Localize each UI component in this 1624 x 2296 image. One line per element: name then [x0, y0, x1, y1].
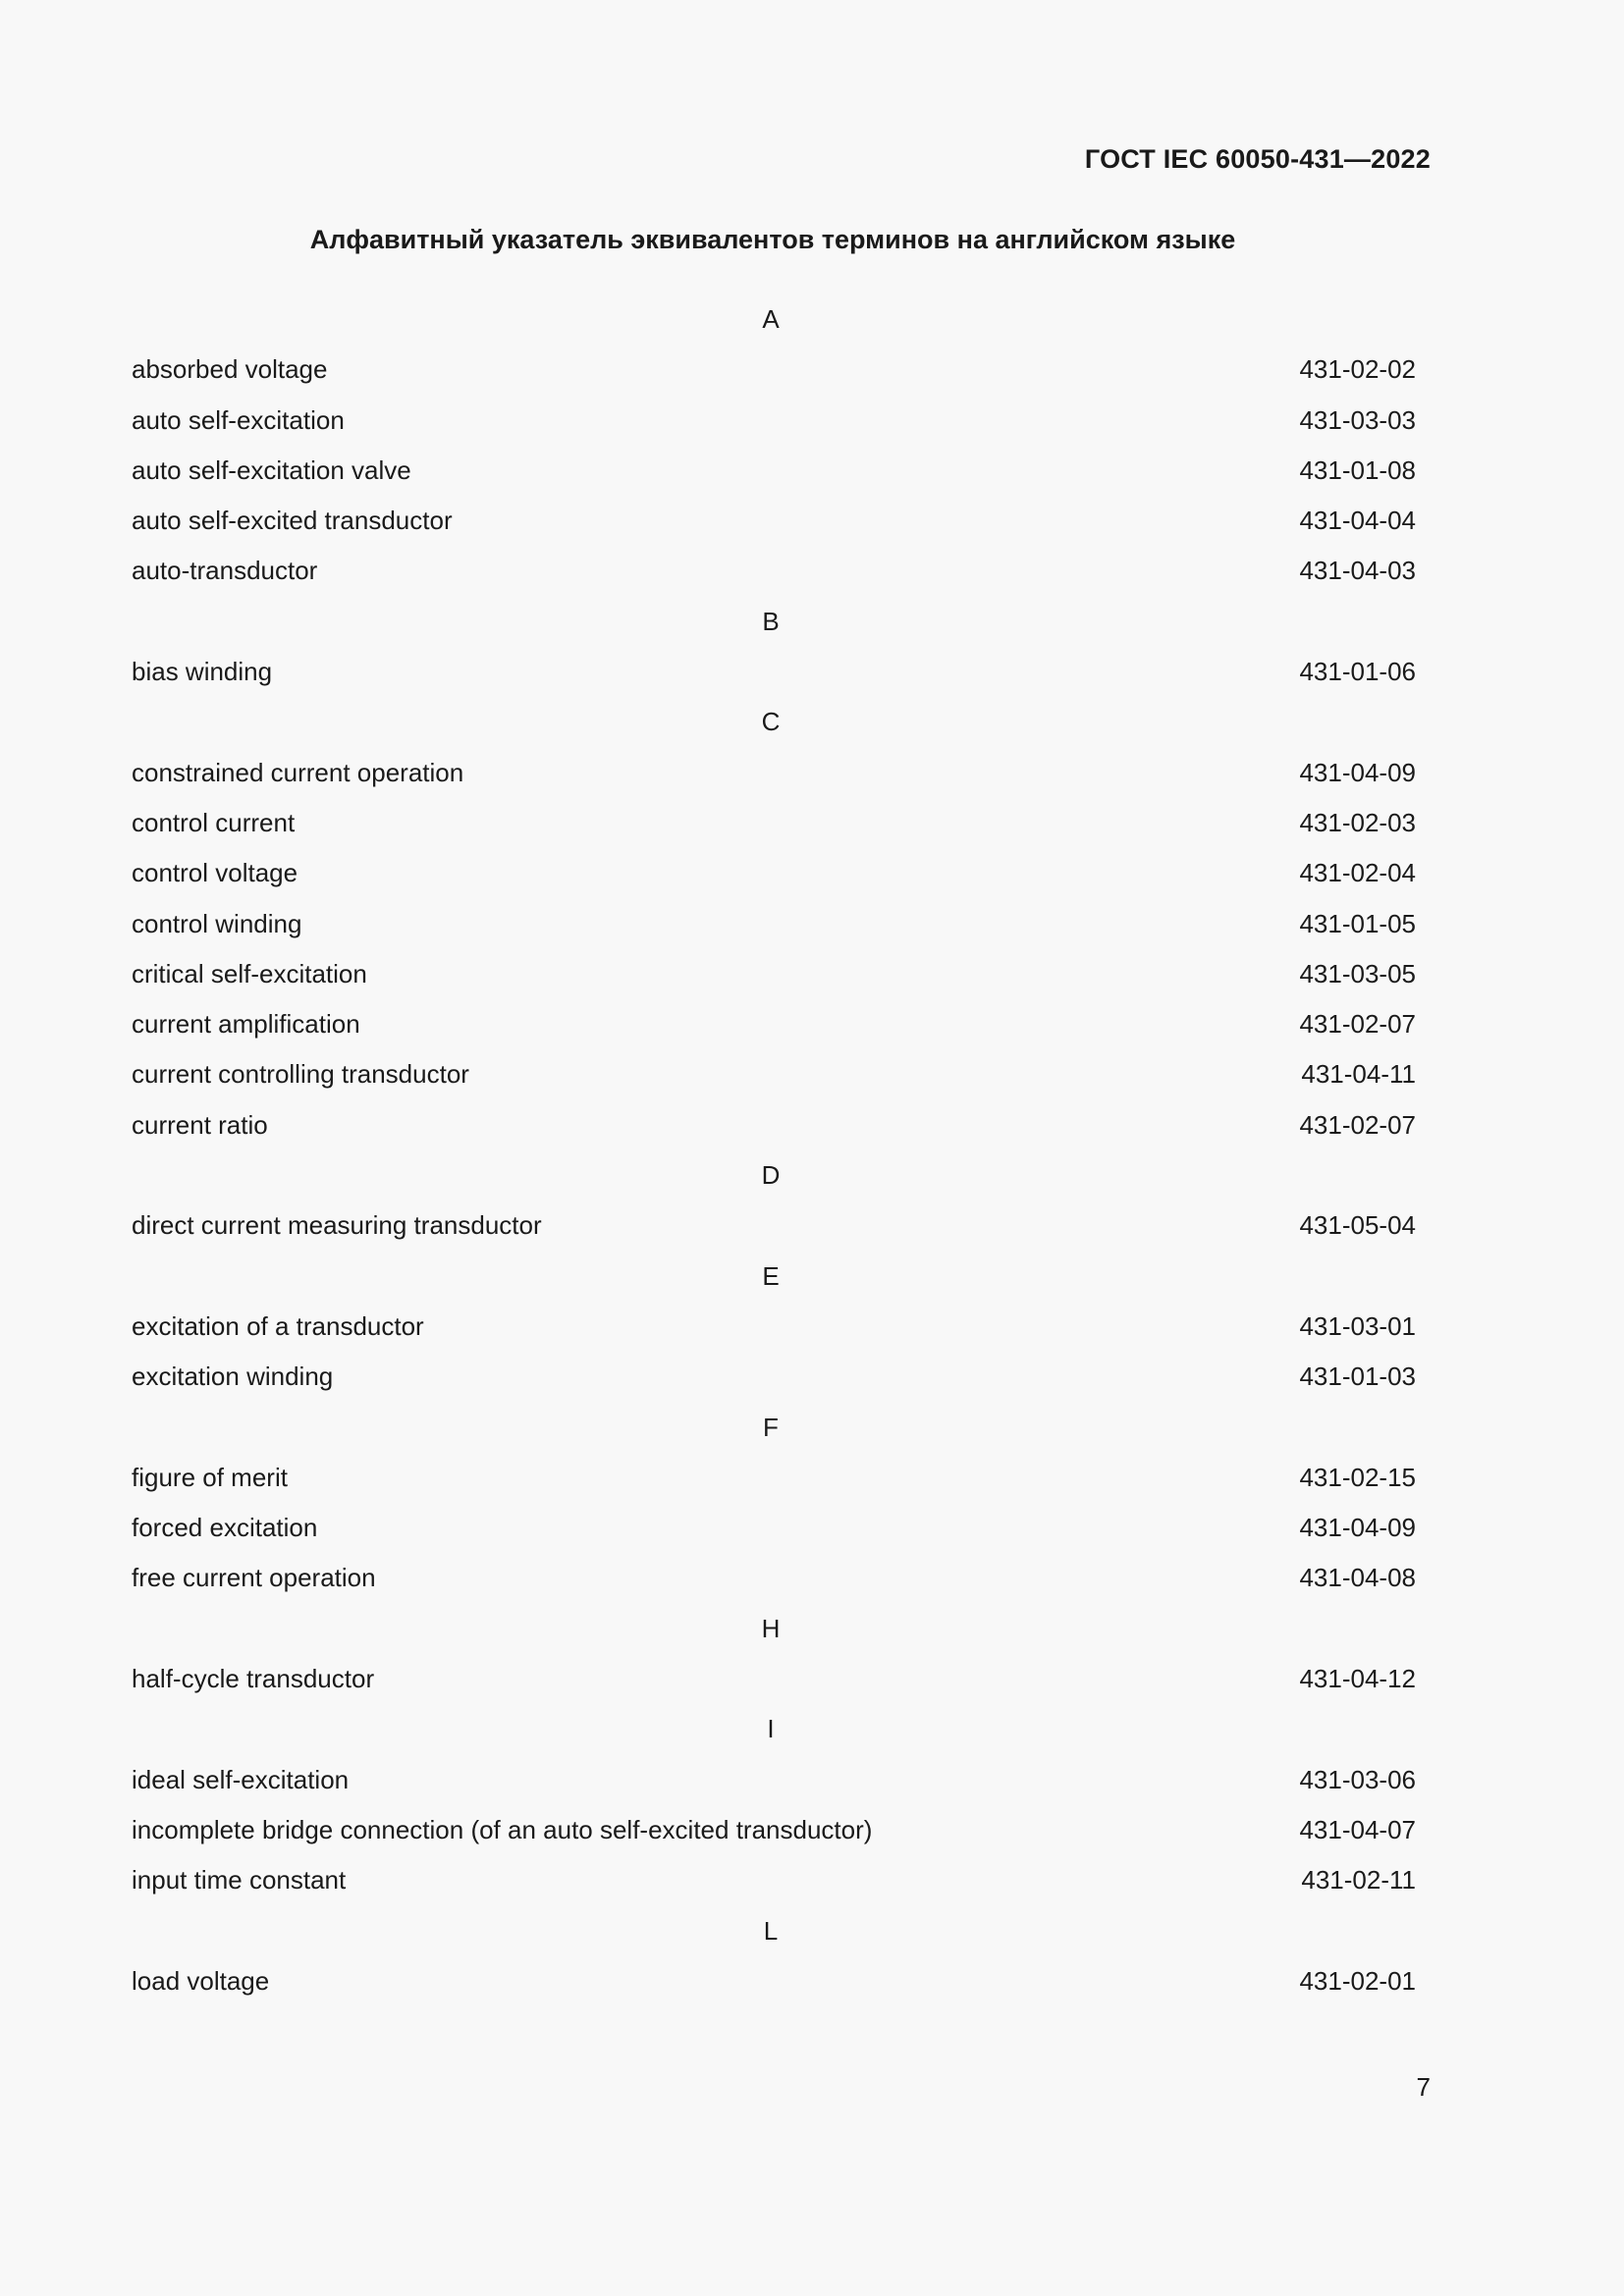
entry-reference: 431-01-06 [1299, 657, 1416, 687]
index-entry [132, 1359, 1416, 1409]
index-entry [132, 1963, 1416, 2013]
entry-reference: 431-02-01 [1299, 1965, 1416, 1996]
index-entry [132, 805, 1416, 855]
entry-reference: 431-04-07 [1299, 1814, 1416, 1844]
section-letter: I [767, 1714, 775, 1744]
entry-term: current controlling transductor [132, 1059, 469, 1090]
index-entry [132, 1510, 1416, 1560]
index-entry [132, 906, 1416, 956]
entry-reference: 431-04-12 [1299, 1664, 1416, 1694]
index-entry [132, 1762, 1416, 1812]
entry-term: auto self-excitation valve [132, 454, 411, 485]
index-entry [132, 351, 1416, 401]
section-letter: E [762, 1260, 780, 1291]
entry-term: control current [132, 807, 296, 837]
entry-term: forced excitation [132, 1513, 318, 1543]
entry-term: free current operation [132, 1563, 376, 1593]
index-entry [132, 1107, 1416, 1157]
entry-reference: 431-02-03 [1299, 807, 1416, 837]
index-entry [132, 1460, 1416, 1510]
entry-term: excitation winding [132, 1362, 334, 1392]
entry-reference: 431-04-08 [1299, 1563, 1416, 1593]
entry-term: absorbed voltage [132, 354, 328, 385]
entry-reference: 431-02-11 [1301, 1865, 1416, 1896]
index-title: Алфавитный указатель эквивалентов терминов на английском языке [309, 225, 1236, 254]
entry-term: current ratio [132, 1109, 268, 1140]
entry-term: auto-transductor [132, 556, 318, 586]
entry-reference: 431-02-15 [1299, 1462, 1416, 1492]
entry-term: excitation of a transductor [132, 1310, 424, 1341]
entry-reference: 431-02-07 [1299, 1009, 1416, 1040]
section-letter: B [762, 606, 780, 636]
index-entry [132, 1308, 1416, 1359]
entry-reference: 431-04-09 [1299, 1513, 1416, 1543]
document-code: ГОСТ IEC 60050-431—2022 [1084, 144, 1431, 174]
entry-term: direct current measuring transductor [132, 1210, 542, 1241]
entry-term: current amplification [132, 1009, 360, 1040]
section-letter: D [761, 1160, 781, 1191]
entry-reference: 431-01-08 [1299, 454, 1416, 485]
index-entry [132, 402, 1416, 453]
index-entry [132, 553, 1416, 603]
index-entry [132, 453, 1416, 503]
index-entry [132, 1207, 1416, 1257]
index-entry [132, 1056, 1416, 1106]
section-letter: H [761, 1613, 781, 1643]
entry-reference: 431-01-05 [1299, 908, 1416, 938]
entry-reference: 431-04-11 [1301, 1059, 1416, 1090]
entry-term: constrained current operation [132, 757, 464, 787]
entry-reference: 431-04-04 [1299, 506, 1416, 536]
entry-term: control winding [132, 908, 302, 938]
entry-reference: 431-04-09 [1299, 757, 1416, 787]
entry-term: input time constant [132, 1865, 347, 1896]
entry-term: load voltage [132, 1965, 270, 1996]
section-letter: A [762, 304, 780, 334]
entry-term: auto self-excitation [132, 404, 345, 435]
entry-term: control voltage [132, 858, 298, 888]
index-entry [132, 755, 1416, 805]
index-entry [132, 1661, 1416, 1711]
index-entry [132, 1862, 1416, 1912]
entry-term: critical self-excitation [132, 958, 367, 988]
section-letter: C [761, 707, 781, 737]
entry-term: ideal self-excitation [132, 1764, 350, 1794]
section-letter: L [763, 1915, 779, 1946]
index-entry [132, 1812, 1416, 1862]
entry-term: incomplete bridge connection (of an auto self-excited transductor) [132, 1814, 873, 1844]
entry-reference: 431-01-03 [1299, 1362, 1416, 1392]
entry-reference: 431-02-07 [1299, 1109, 1416, 1140]
entry-term: half-cycle transductor [132, 1664, 375, 1694]
entry-term: figure of merit [132, 1462, 288, 1492]
index-entry [132, 503, 1416, 553]
entry-term: bias winding [132, 657, 273, 687]
entry-reference: 431-04-03 [1299, 556, 1416, 586]
entry-reference: 431-02-04 [1299, 858, 1416, 888]
section-letter: F [763, 1412, 779, 1442]
index-entry [132, 855, 1416, 905]
entry-term: auto self-excited transductor [132, 506, 453, 536]
entry-reference: 431-03-01 [1299, 1310, 1416, 1341]
entry-reference: 431-03-05 [1299, 958, 1416, 988]
entry-reference: 431-03-06 [1299, 1764, 1416, 1794]
entry-reference: 431-03-03 [1299, 404, 1416, 435]
index-entry [132, 654, 1416, 704]
index-entry [132, 956, 1416, 1006]
term-index [132, 301, 1416, 2013]
index-entry [132, 1006, 1416, 1056]
entry-reference: 431-05-04 [1299, 1210, 1416, 1241]
index-entry [132, 1560, 1416, 1610]
entry-reference: 431-02-02 [1299, 354, 1416, 385]
page-number: 7 [1416, 2072, 1431, 2102]
